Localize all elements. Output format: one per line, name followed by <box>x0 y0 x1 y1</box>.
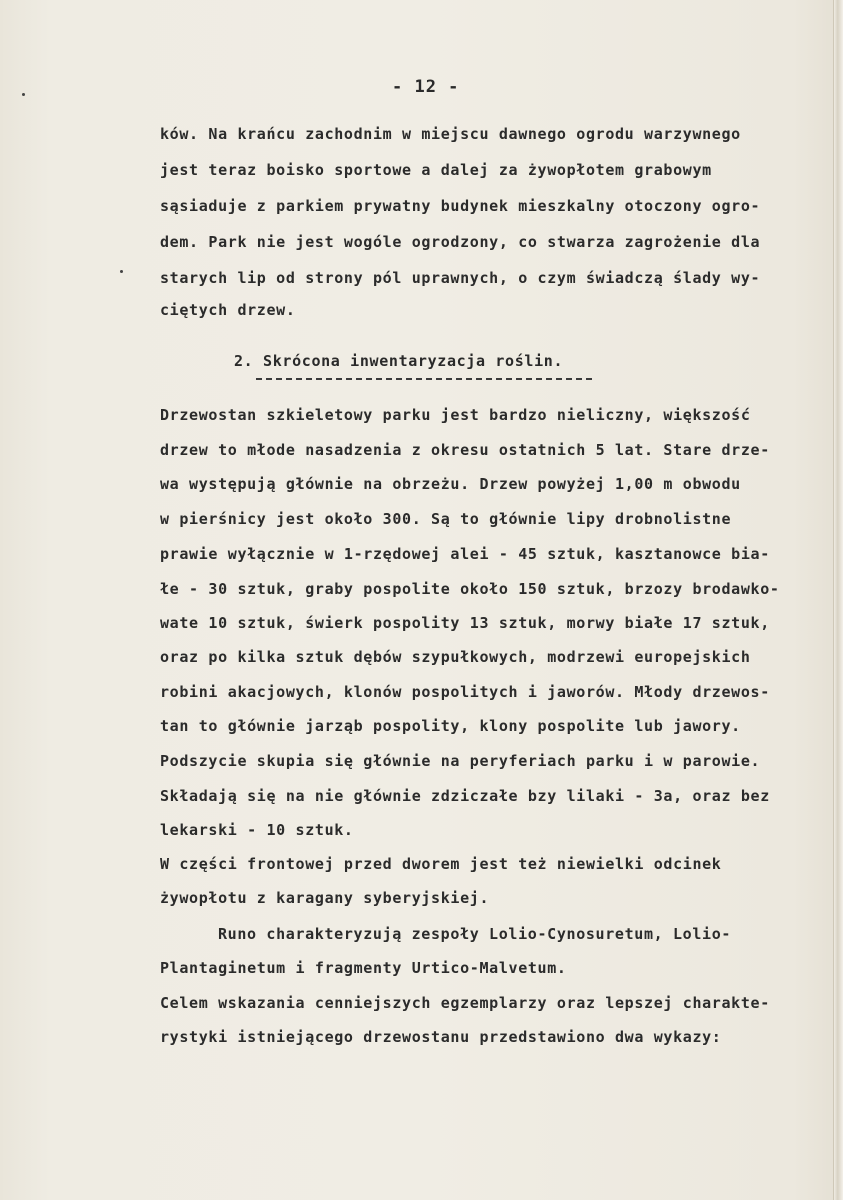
text-line: Plantaginetum i fragmenty Urtico-Malvetum. <box>160 959 567 977</box>
text-line: wate 10 sztuk, świerk pospolity 13 sztuk, morwy białe 17 sztuk, <box>160 614 770 632</box>
text-line: robini akacjowych, klonów pospolitych i jaworów. Młody drzewos- <box>160 683 770 701</box>
text-line: oraz po kilka sztuk dębów szypułkowych, modrzewi europejskich <box>160 648 751 666</box>
text-line: w pierśnicy jest około 300. Są to głównie lipy drobnolistne <box>160 510 732 528</box>
text-line: wa występują głównie na obrzeżu. Drzew powyżej 1,00 m obwodu <box>160 475 741 493</box>
text-line: rystyki istniejącego drzewostanu przedstawiono dwa wykazy: <box>160 1028 722 1046</box>
text-line: Drzewostan szkieletowy parku jest bardzo nieliczny, większość <box>160 406 751 424</box>
text-line: ciętych drzew. <box>160 301 296 319</box>
text-line: W części frontowej przed dworem jest też niewielki odcinek <box>160 855 722 873</box>
text-line: łe - 30 sztuk, graby pospolite około 150 sztuk, brzozy brodawko- <box>160 580 780 598</box>
text-line: Podszycie skupia się głównie na peryferiach parku i w parowie. <box>160 752 761 770</box>
section-heading: 2. Skrócona inwentaryzacja roślin. <box>234 352 564 370</box>
page-number: - 12 - <box>392 77 460 97</box>
text-line: żywopłotu z karagany syberyjskiej. <box>160 889 490 907</box>
text-line: jest teraz boisko sportowe a dalej za żywopłotem grabowym <box>160 161 712 179</box>
heading-underline <box>256 378 592 380</box>
page-edge <box>833 0 843 1200</box>
text-line: Składają się na nie głównie zdziczałe bzy lilaki - 3a, oraz bez <box>160 787 770 805</box>
text-line: Celem wskazania cenniejszych egzemplarzy oraz lepszej charakte- <box>160 994 770 1012</box>
text-line: drzew to młode nasadzenia z okresu ostatnich 5 lat. Stare drze- <box>160 441 770 459</box>
text-line: dem. Park nie jest wogóle ogrodzony, co stwarza zagrożenie dla <box>160 233 761 251</box>
text-line: ków. Na krańcu zachodnim w miejscu dawnego ogrodu warzywnego <box>160 125 741 143</box>
text-line: tan to głównie jarząb pospolity, klony pospolite lub jawory. <box>160 717 741 735</box>
text-line: prawie wyłącznie w 1-rzędowej alei - 45 sztuk, kasztanowce bia- <box>160 545 770 563</box>
text-line: sąsiaduje z parkiem prywatny budynek mieszkalny otoczony ogro- <box>160 197 761 215</box>
scan-mark <box>120 270 123 273</box>
text-line: starych lip od strony pól uprawnych, o czym świadczą ślady wy- <box>160 269 761 287</box>
text-line: Runo charakteryzują zespoły Lolio-Cynosuretum, Lolio- <box>218 925 732 943</box>
scan-mark <box>22 93 25 96</box>
text-line: lekarski - 10 sztuk. <box>160 821 354 839</box>
